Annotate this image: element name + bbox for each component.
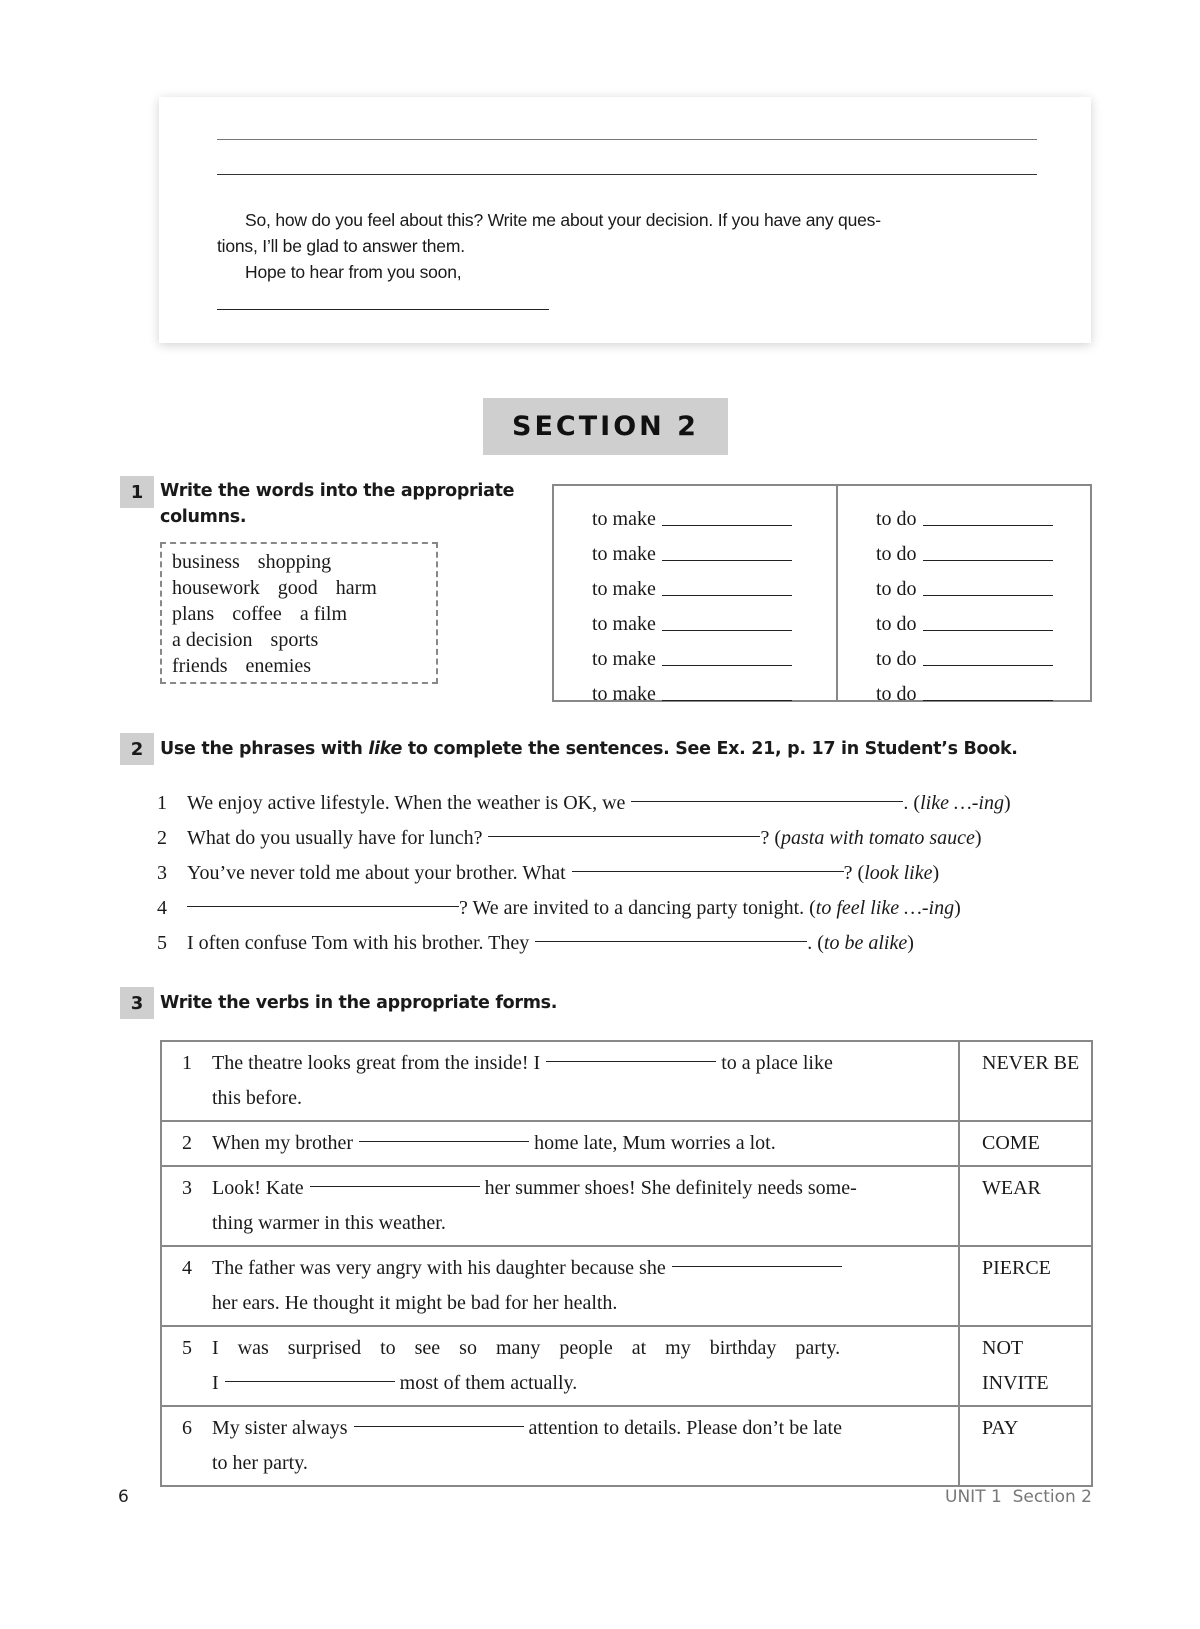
verb-cell: WEAR [959, 1166, 1092, 1246]
table-row [161, 1406, 1092, 1486]
page-footer-unit: UNIT 1 Section 2 [945, 1487, 1092, 1507]
do-row [876, 601, 1090, 636]
sentence-cell: 6 My sister always attention to details. Please don’t be late to her party. [161, 1406, 959, 1486]
answer-blank[interactable] [631, 800, 903, 802]
answer-blank[interactable] [923, 594, 1053, 596]
word-row [172, 549, 426, 575]
make-row [592, 531, 836, 566]
word: a film [299, 603, 348, 625]
answer-blank[interactable] [535, 940, 807, 942]
do-label: to do [876, 613, 917, 635]
exercise-1-number: 1 [120, 476, 154, 508]
answer-blank[interactable] [662, 629, 792, 631]
make-row [592, 496, 836, 531]
writing-line-1[interactable] [217, 139, 1037, 140]
verb-cell: NEVER BE [959, 1041, 1092, 1121]
word: business [172, 551, 240, 573]
letter-closing-text [217, 207, 1007, 285]
make-row [592, 636, 836, 671]
sentence-cell: 4 The father was very angry with his daughter because she her ears. He thought it might be bad for her health. [161, 1246, 959, 1326]
word: sports [270, 629, 319, 651]
table-row [161, 1041, 1092, 1121]
do-row [876, 636, 1090, 671]
word-row [172, 601, 426, 627]
make-do-table [552, 484, 1092, 705]
word: a decision [172, 629, 253, 651]
answer-blank[interactable] [662, 559, 792, 561]
answer-blank[interactable] [923, 699, 1053, 701]
verb-cell: PIERCE [959, 1246, 1092, 1326]
table-row [161, 1246, 1092, 1326]
make-label: to make [592, 508, 656, 530]
make-row [592, 601, 836, 636]
answer-blank[interactable] [923, 629, 1053, 631]
table-row [161, 1121, 1092, 1166]
make-label: to make [592, 683, 656, 705]
word-row [172, 653, 426, 679]
answer-blank[interactable] [572, 870, 844, 872]
answer-blank[interactable] [310, 1185, 480, 1187]
writing-line-2[interactable] [217, 174, 1037, 175]
sentence-item: 4 ? We are invited to a dancing party tonight. ( to feel like …-ing ) [157, 897, 961, 919]
make-label: to make [592, 648, 656, 670]
exercise-2-title: Use the phrases with like to complete the sentences. See Ex. 21, p. 17 in Student’s Book. [160, 739, 1018, 759]
make-column [554, 486, 838, 705]
signature-line[interactable] [217, 309, 549, 310]
answer-blank[interactable] [923, 559, 1053, 561]
word-row [172, 627, 426, 653]
letter-paragraph-1-cont: tions, I’ll be glad to answer them. [217, 236, 465, 256]
word: harm [335, 577, 377, 599]
letter-card [159, 97, 1091, 343]
do-label: to do [876, 578, 917, 600]
make-label: to make [592, 543, 656, 565]
answer-blank[interactable] [672, 1265, 842, 1267]
answer-blank[interactable] [923, 524, 1053, 526]
make-row [592, 566, 836, 601]
verb-cell: PAY [959, 1406, 1092, 1486]
letter-paragraph-1: So, how do you feel about this? Write me about your decision. If you have any ques- [245, 210, 881, 230]
section-title: SECTION 2 [483, 398, 728, 455]
word: friends [172, 655, 228, 677]
exercise-3-title: Write the verbs in the appropriate forms. [160, 993, 558, 1013]
do-row [876, 531, 1090, 566]
answer-blank[interactable] [662, 524, 792, 526]
answer-blank[interactable] [546, 1060, 716, 1062]
verb-forms-table [160, 1040, 1093, 1487]
do-label: to do [876, 508, 917, 530]
sentence-item: 3 You’ve never told me about your brother. What ? ( look like ) [157, 862, 940, 884]
word: plans [172, 603, 215, 625]
make-row [592, 671, 836, 706]
do-label: to do [876, 683, 917, 705]
do-row [876, 566, 1090, 601]
do-column [838, 486, 1090, 705]
sentence-list [157, 786, 1097, 961]
table-row [161, 1326, 1092, 1406]
word: enemies [245, 655, 312, 677]
sentence-cell: 1 The theatre looks great from the inside! I to a place like this before. [161, 1041, 959, 1121]
sentence-item: 5 I often confuse Tom with his brother. They . ( to be alike ) [157, 932, 914, 954]
sentence-cell: 2 When my brother home late, Mum worries a lot. [161, 1121, 959, 1166]
make-label: to make [592, 613, 656, 635]
do-row [876, 671, 1090, 706]
word-row [172, 575, 426, 601]
answer-blank[interactable] [662, 699, 792, 701]
exercise-1-title: Write the words into the appropriate columns. [160, 481, 515, 527]
answer-blank[interactable] [187, 905, 459, 907]
sentence-cell: 5 I was surprised to see so many people at my birthday party. I most of them actually. [161, 1326, 959, 1406]
answer-blank[interactable] [359, 1140, 529, 1142]
do-label: to do [876, 543, 917, 565]
exercise-2-number: 2 [120, 733, 154, 765]
verb-cell: NOT INVITE [959, 1326, 1092, 1406]
answer-blank[interactable] [488, 835, 760, 837]
do-label: to do [876, 648, 917, 670]
word: coffee [232, 603, 282, 625]
word: good [277, 577, 318, 599]
answer-blank[interactable] [354, 1425, 524, 1427]
answer-blank[interactable] [923, 664, 1053, 666]
answer-blank[interactable] [662, 594, 792, 596]
exercise-3-number: 3 [120, 987, 154, 1019]
do-row [876, 496, 1090, 531]
page-number: 6 [118, 1487, 129, 1507]
verb-cell: COME [959, 1121, 1092, 1166]
sentence-item: 1 We enjoy active lifestyle. When the weather is OK, we . ( like …-ing ) [157, 792, 1011, 814]
word: shopping [257, 551, 332, 573]
sentence-cell: 3 Look! Kate her summer shoes! She definitely needs some- thing warmer in this weather. [161, 1166, 959, 1246]
sentence-item: 2 What do you usually have for lunch? ? ( pasta with tomato sauce ) [157, 827, 982, 849]
answer-blank[interactable] [225, 1380, 395, 1382]
table-row [161, 1166, 1092, 1246]
make-label: to make [592, 578, 656, 600]
word-box [160, 542, 438, 684]
letter-paragraph-2: Hope to hear from you soon, [245, 262, 462, 282]
word: housework [172, 577, 260, 599]
answer-blank[interactable] [662, 664, 792, 666]
